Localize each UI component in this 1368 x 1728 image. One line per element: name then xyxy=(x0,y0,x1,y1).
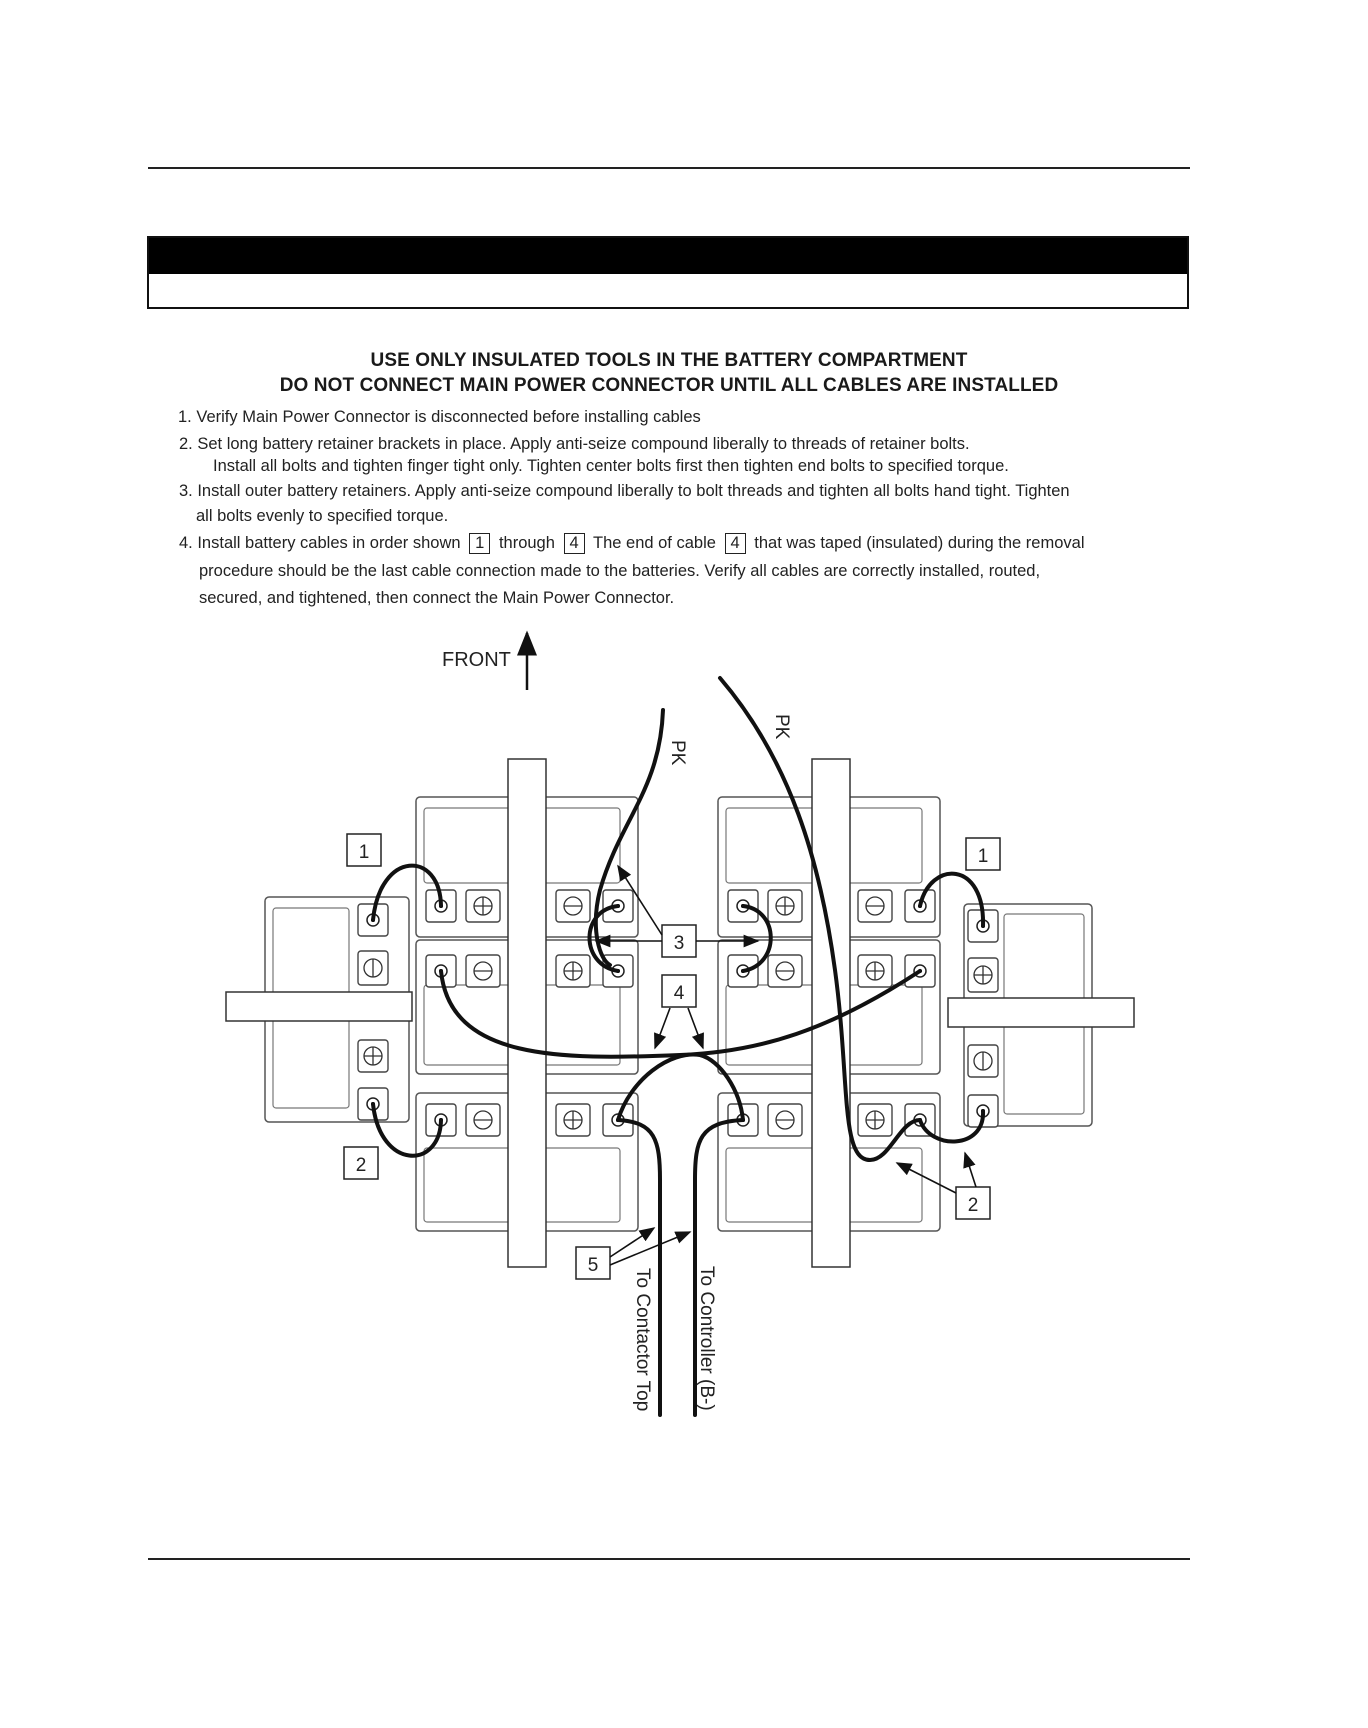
step-4-line-2: procedure should be the last cable connection made to the batteries. Verify all cables are correctly installed, routed, xyxy=(199,562,1041,580)
outer-retainer-left xyxy=(226,992,412,1021)
step-4-text-c: The end of cable xyxy=(593,534,716,552)
callout-4: 4 xyxy=(673,983,685,1004)
step-3-line-1: 3. Install outer battery retainers. Apply anti-seize compound liberally to bolt threads and tighten all bolts hand tight. Tighten xyxy=(179,482,1070,500)
callout-1-right: 1 xyxy=(977,846,989,867)
step-2-line-1: 2. Set long battery retainer brackets in place. Apply anti-seize compound liberally to threads of retainer bolts. xyxy=(179,435,970,453)
step-4-line-3: secured, and tightened, then connect the Main Power Connector. xyxy=(199,589,675,607)
bottom-rule xyxy=(148,1558,1190,1560)
step-4-box-2: 4 xyxy=(564,533,585,554)
pk-label-left: PK xyxy=(667,740,688,766)
to-contactor-label: To Contactor Top xyxy=(632,1268,653,1412)
callout-2-left: 2 xyxy=(355,1155,367,1176)
step-3-line-2: all bolts evenly to specified torque. xyxy=(196,507,449,525)
pk-label-right: PK xyxy=(771,714,792,740)
cable-4-b xyxy=(618,1054,743,1120)
battery-cables xyxy=(373,678,983,1415)
step-1: 1. Verify Main Power Connector is disconnected before installing cables xyxy=(178,408,701,426)
step-4-text-b: through xyxy=(498,534,555,552)
step-4-box-1: 1 xyxy=(469,533,490,554)
callout-5: 5 xyxy=(587,1255,599,1276)
step-4-text-d: that was taped (insulated) during the removal xyxy=(754,534,1085,552)
warning-heading-1: USE ONLY INSULATED TOOLS IN THE BATTERY COMPARTMENT xyxy=(370,350,968,371)
cable-pk-left xyxy=(596,710,663,965)
warning-heading-2: DO NOT CONNECT MAIN POWER CONNECTOR UNTIL ALL CABLES ARE INSTALLED xyxy=(279,375,1059,396)
step-4-text-a: 4. Install battery cables in order shown xyxy=(179,534,461,552)
to-controller-label: To Controller (B-) xyxy=(696,1266,717,1411)
callout-3: 3 xyxy=(673,933,685,954)
step-2-line-2: Install all bolts and tighten finger tight only. Tighten center bolts first then tighten end bolts to specified torque. xyxy=(213,457,1009,475)
front-label: FRONT xyxy=(442,649,511,671)
step-4-box-3: 4 xyxy=(725,533,746,554)
outer-retainer-right xyxy=(948,998,1134,1027)
retainer-bracket-left xyxy=(508,759,546,1267)
callout-2-right: 2 xyxy=(967,1195,979,1216)
callout-1-left: 1 xyxy=(358,842,370,863)
